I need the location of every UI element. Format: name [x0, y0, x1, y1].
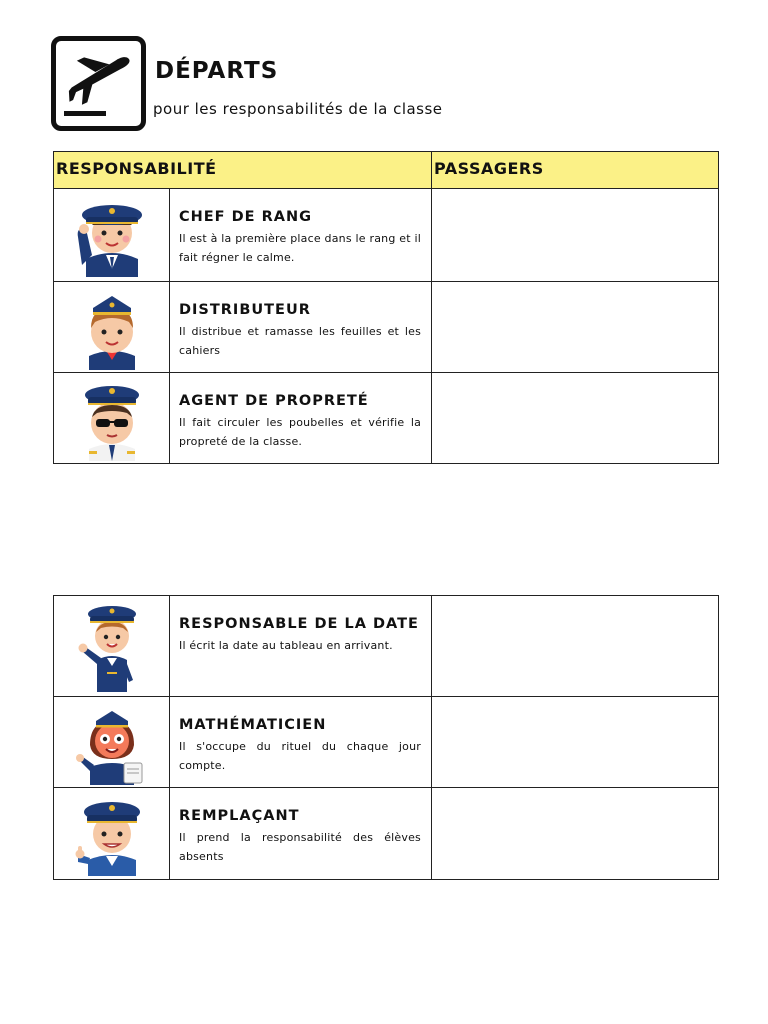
role-description-cell — [170, 788, 432, 880]
role-name: MATHÉMATICIEN — [179, 717, 327, 733]
table-row — [54, 596, 719, 697]
role-name: RESPONSABLE DE LA DATE — [179, 616, 419, 632]
role-text: Il s'occupe du rituel du chaque jour compte. — [179, 740, 421, 772]
pilot-saluting-icon — [72, 193, 152, 277]
role-picture-cell — [54, 282, 170, 373]
passengers-cell[interactable] — [432, 596, 719, 697]
flight-attendant-icon — [77, 286, 147, 370]
role-description-cell — [170, 697, 432, 788]
role-picture-cell — [54, 788, 170, 880]
table-row — [54, 282, 719, 373]
responsibilities-table-2 — [53, 595, 719, 880]
passengers-cell[interactable] — [432, 189, 719, 282]
table-row — [54, 788, 719, 880]
role-picture-cell — [54, 596, 170, 697]
role-description-cell — [170, 373, 432, 464]
page-subtitle: pour les responsabilités de la classe — [153, 100, 443, 118]
passengers-cell[interactable] — [432, 697, 719, 788]
role-description-cell — [170, 282, 432, 373]
passengers-cell[interactable] — [432, 788, 719, 880]
role-text: Il est à la première place dans le rang et il fait régner le calme. — [179, 232, 422, 264]
role-name: REMPLAÇANT — [179, 808, 300, 824]
column-header-passagers: PASSAGERS — [432, 152, 719, 189]
role-text: Il fait circuler les poubelles et vérifie la propreté de la classe. — [179, 416, 422, 448]
responsibilities-table-1 — [53, 151, 719, 464]
role-name: AGENT DE PROPRETÉ — [179, 393, 369, 409]
pilot-thumbs-up-icon — [74, 792, 150, 876]
role-picture-cell — [54, 373, 170, 464]
column-header-responsabilite: RESPONSABILITÉ — [54, 152, 432, 189]
role-name: CHEF DE RANG — [179, 209, 313, 225]
role-text: Il écrit la date au tableau en arrivant. — [179, 639, 393, 652]
role-description-cell — [170, 189, 432, 282]
departure-logo — [51, 36, 146, 131]
page-title: DÉPARTS — [155, 58, 279, 84]
role-picture-cell — [54, 189, 170, 282]
airplane-departure-icon — [56, 41, 141, 126]
role-description-cell — [170, 596, 432, 697]
pilot-waving-icon — [77, 600, 147, 692]
stewardess-clipboard-icon — [74, 701, 150, 785]
passengers-cell[interactable] — [432, 282, 719, 373]
passengers-cell[interactable] — [432, 373, 719, 464]
table-row — [54, 189, 719, 282]
pilot-sunglasses-icon — [77, 377, 147, 461]
table-row — [54, 373, 719, 464]
role-picture-cell — [54, 697, 170, 788]
role-text: Il prend la responsabilité des élèves absents — [179, 831, 421, 863]
role-name: DISTRIBUTEUR — [179, 302, 311, 318]
table-row — [54, 697, 719, 788]
role-text: Il distribue et ramasse les feuilles et les cahiers — [179, 325, 422, 357]
